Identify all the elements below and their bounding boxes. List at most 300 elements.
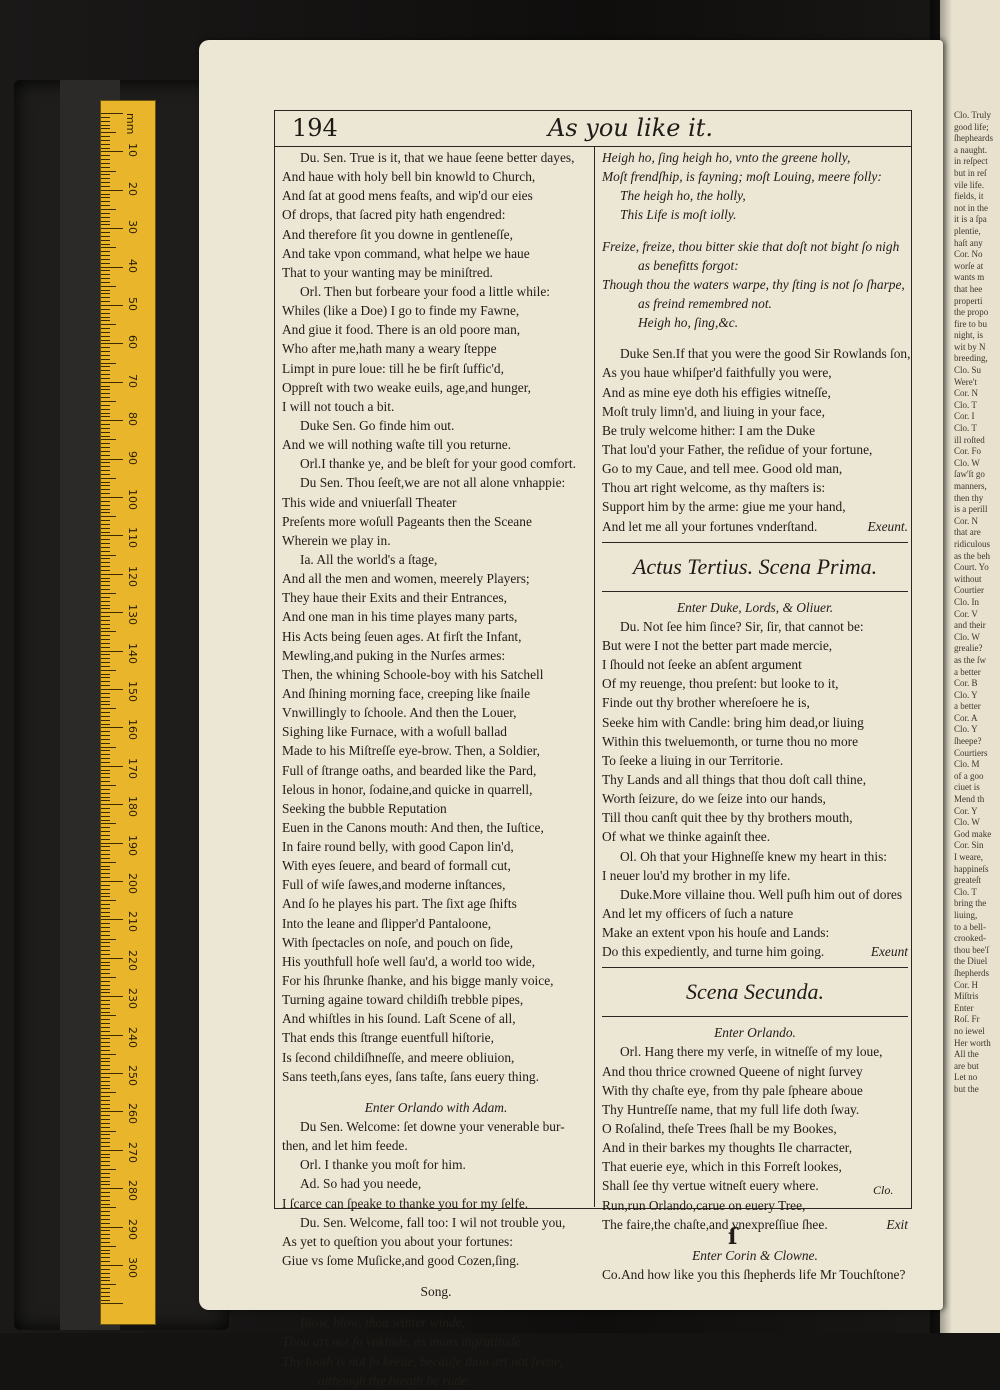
- ruler-tick: [101, 1192, 110, 1193]
- column-divider: [594, 147, 595, 1207]
- ruler-tick: [101, 555, 116, 556]
- ruler-tick: [101, 789, 110, 790]
- ruler-tick: [101, 881, 123, 882]
- ruler-tick: [101, 666, 110, 667]
- ruler-tick: [101, 628, 110, 629]
- facing-page-line: that are: [954, 527, 981, 538]
- ruler-tick: [101, 597, 110, 598]
- ruler-tick: [101, 1119, 110, 1120]
- facing-page-line: bring the: [954, 898, 987, 909]
- ruler-tick: [101, 658, 110, 659]
- ruler-tick: [101, 812, 110, 813]
- ruler-tick: [101, 459, 123, 460]
- facing-page-line: I weare,: [954, 852, 983, 862]
- ruler-tick: [101, 1257, 110, 1258]
- ruler-tick: [101, 539, 110, 540]
- facing-page-line: in reſpect: [954, 156, 988, 167]
- ruler-tick: [101, 827, 110, 828]
- exit-direction: Exeunt: [870, 944, 908, 960]
- facing-page-line: God make: [954, 828, 992, 839]
- text-line: Ia. All the world's a ſtage,: [300, 551, 438, 567]
- ruler-tick: [101, 1108, 110, 1109]
- facing-page-line: Clo. Su: [954, 365, 982, 376]
- facing-page-line: Clo. Y: [954, 689, 978, 700]
- ruler-tick: [101, 1169, 116, 1170]
- ruler-tick: [101, 885, 110, 886]
- text-line: Thou art not ſo vnkinde, as mans ingratitude: [282, 1334, 521, 1350]
- ruler-tick: [101, 697, 110, 698]
- ruler-tick: [101, 854, 110, 855]
- ruler-tick: [101, 428, 110, 429]
- text-line: I will not touch a bit.: [282, 398, 395, 414]
- ruler-tick: [101, 270, 110, 271]
- ruler-tick: [101, 1127, 110, 1128]
- ruler-tick: [101, 190, 123, 191]
- ruler-tick: [101, 581, 110, 582]
- ruler-label: 170: [126, 757, 139, 779]
- text-line: Enter Corin & Clowne.: [692, 1247, 818, 1263]
- text-line: And giue it food. There is an old poore man,: [282, 322, 521, 338]
- ruler-tick: [101, 1177, 110, 1178]
- ruler-label: 270: [126, 1141, 139, 1163]
- text-line: And take vpon command, what helpe we haue: [282, 245, 530, 261]
- ruler-tick: [101, 132, 116, 133]
- ruler-tick: [101, 309, 110, 310]
- ruler-unit-label: mm: [124, 113, 137, 135]
- text-line: Co.And how like you this ſhepherds life Mr Touchſtone?: [602, 1267, 906, 1283]
- ruler-tick: [101, 985, 110, 986]
- text-line: Is ſecond childiſhneſſe, and meere obliuion,: [282, 1049, 515, 1065]
- text-line: Of drops, that ſacred pity hath engendred:: [282, 207, 506, 223]
- text-line: [602, 332, 908, 344]
- ruler-tick: [101, 470, 110, 471]
- ruler-label: 80: [126, 412, 139, 427]
- ruler-tick: [101, 1111, 123, 1112]
- ruler-tick: [101, 766, 123, 767]
- ruler-tick: [101, 274, 110, 275]
- text-line: Ielous in honor, ſodaine,and quicke in quarrell,: [282, 781, 533, 797]
- ruler-tick: [101, 535, 123, 536]
- ruler-tick: [101, 912, 110, 913]
- ruler-tick: [101, 1146, 110, 1147]
- ruler-tick: [101, 631, 116, 632]
- ruler-tick: [101, 1123, 110, 1124]
- ruler-tick: [101, 232, 110, 233]
- ruler-tick: [101, 1154, 110, 1155]
- ruler-tick: [101, 197, 110, 198]
- ruler-tick: [101, 221, 110, 222]
- ruler-tick: [101, 685, 110, 686]
- ruler-tick: [101, 727, 123, 728]
- facing-page-line: without: [954, 573, 982, 584]
- ruler-tick: [101, 159, 110, 160]
- ruler-tick: [101, 624, 110, 625]
- ruler-tick: [101, 240, 110, 241]
- ruler-tick: [101, 1142, 110, 1143]
- ruler-tick: [101, 374, 110, 375]
- text-line: I ſcarce can ſpeake to thanke you for my ſelfe.: [282, 1195, 529, 1211]
- facing-page-line: Cor. A: [954, 712, 978, 723]
- text-line: His Acts being ſeuen ages. At firſt the Infant,: [282, 628, 522, 644]
- text-line: With eyes ſeuere, and beard of formall cut,: [282, 858, 511, 874]
- text-line: They haue their Exits and their Entrances,: [282, 590, 507, 606]
- ruler-tick: [101, 489, 110, 490]
- ruler-tick: [101, 1223, 110, 1224]
- ruler-tick: [101, 704, 110, 705]
- facing-page-line: Clo. W: [954, 631, 980, 642]
- ruler-tick: [101, 923, 110, 924]
- ruler-tick: [101, 1261, 110, 1262]
- facing-page-line: breeding,: [954, 353, 988, 364]
- exit-direction: Exeunt.: [867, 518, 908, 534]
- ruler-tick: [101, 228, 123, 229]
- facing-page-line: it is a ſpa: [954, 214, 987, 225]
- ruler-tick: [101, 278, 110, 279]
- ruler-label: 240: [126, 1026, 139, 1048]
- facing-page-line: the propo: [954, 307, 989, 318]
- ruler-tick: [101, 1227, 123, 1228]
- ruler-tick: [101, 862, 116, 863]
- facing-page-line: Clo. W: [954, 457, 980, 468]
- ruler-tick: [101, 866, 110, 867]
- text-line: Worth ſeizure, do we ſeize into our hands,: [602, 791, 826, 807]
- ruler-tick: [101, 420, 123, 421]
- ruler-tick: [101, 816, 110, 817]
- text-line: Till thou canſt quit thee by thy brothers mouth,: [602, 810, 853, 826]
- ruler-tick: [101, 462, 110, 463]
- ruler-label: 210: [126, 911, 139, 933]
- ruler-label: 230: [126, 988, 139, 1010]
- ruler-tick: [101, 1104, 110, 1105]
- act-heading: Actus Tertius. Scena Prima.: [632, 553, 878, 579]
- ruler-tick: [101, 793, 110, 794]
- ruler-tick: [101, 401, 116, 402]
- ruler-tick: [101, 1138, 110, 1139]
- facing-page-line: but the: [954, 1083, 979, 1094]
- text-line: Duke.More villaine thou. Well puſh him out of dores: [620, 886, 903, 902]
- text-line: Though thou the waters warpe, thy ſting is not ſo ſharpe,: [602, 276, 905, 292]
- ruler-tick: [101, 151, 123, 152]
- text-line: I neuer lou'd my brother in my life.: [602, 867, 791, 883]
- facing-page-line: good life;: [954, 121, 989, 132]
- facing-page-line: ſhepheards: [954, 133, 993, 144]
- text-line: I ſhould not ſeeke an abſent argument: [602, 657, 802, 673]
- catchword: Clo.: [873, 1183, 894, 1197]
- ruler-tick: [101, 317, 110, 318]
- text-line: Enter Duke, Lords, & Oliuer.: [676, 599, 834, 615]
- ruler-tick: [101, 973, 110, 974]
- ruler-tick: [101, 574, 123, 575]
- ruler-label: 220: [126, 949, 139, 971]
- ruler-tick: [101, 612, 123, 613]
- ruler-tick: [101, 873, 110, 874]
- facing-page-line: Cor. I: [954, 411, 975, 422]
- ruler-tick: [101, 155, 110, 156]
- facing-page-line: Clo. W: [954, 817, 980, 828]
- text-line: Enter Orlando with Adam.: [364, 1099, 508, 1115]
- text-line: Du Sen. Thou ſeeſt,we are not all alone vnhappie:: [300, 475, 566, 491]
- ruler-tick: [101, 1035, 123, 1036]
- ruler-tick: [101, 224, 110, 225]
- ruler-tick: [101, 558, 110, 559]
- section-rule: [602, 542, 908, 543]
- ruler-label: 60: [126, 335, 139, 350]
- ruler-tick: [101, 562, 110, 563]
- ruler-tick: [101, 608, 110, 609]
- ruler-tick: [101, 1004, 110, 1005]
- text-line: Blow, blow, thou winter winde,: [300, 1315, 466, 1331]
- ruler-tick: [101, 942, 110, 943]
- facing-page-line: no iewel: [954, 1025, 985, 1036]
- ruler-tick: [101, 954, 110, 955]
- ruler-tick: [101, 547, 110, 548]
- text-line: But were I not the better part made mercie,: [602, 637, 833, 653]
- ruler-tick: [101, 482, 110, 483]
- ruler-tick: [101, 1204, 110, 1205]
- ruler-tick: [101, 512, 110, 513]
- ruler-tick: [101, 1054, 116, 1055]
- ruler-tick: [101, 263, 110, 264]
- ruler-tick: [101, 946, 110, 947]
- text-line: Du. Not ſee him ſince? Sir, ſir, that cannot be:: [620, 618, 864, 634]
- running-head: As you like it.: [548, 114, 714, 142]
- ruler-tick: [101, 601, 110, 602]
- ruler-tick: [101, 797, 110, 798]
- ruler-label: 160: [126, 719, 139, 741]
- ruler-tick: [101, 935, 110, 936]
- ruler-tick: [101, 501, 110, 502]
- ruler-tick: [101, 969, 110, 970]
- ruler-tick: [101, 328, 110, 329]
- ruler-tick: [101, 1065, 110, 1066]
- text-line: And ſhining morning face, creeping like ſnaile: [282, 685, 531, 701]
- ruler-tick: [101, 712, 110, 713]
- ruler-tick: [101, 251, 110, 252]
- ruler-tick: [101, 416, 110, 417]
- section-rule: [602, 1016, 908, 1017]
- ruler-tick: [101, 681, 110, 682]
- ruler-tick: [101, 1092, 116, 1093]
- ruler-label: 150: [126, 681, 139, 702]
- text-line: Euen in the Canons mouth: And then, the Iuſtice,: [282, 819, 544, 835]
- facing-page-line: All the: [954, 1049, 979, 1060]
- text-line: Vnwillingly to ſchoole. And then the Louer,: [282, 705, 517, 721]
- text-line: Orl. Hang there my verſe, in witneſſe of my loue,: [620, 1044, 883, 1060]
- text-line: Finde out thy brother whereſoere he is,: [602, 695, 810, 711]
- ruler-tick: [101, 701, 110, 702]
- text-line: Of what we thinke againſt thee.: [602, 829, 771, 845]
- ruler-tick: [101, 389, 110, 390]
- facing-page-line: Clo. Truly: [954, 110, 992, 120]
- facing-page-line: ſaw'ſt go: [954, 469, 985, 480]
- text-line: This Life is moſt iolly.: [620, 207, 737, 223]
- facing-page-line: of a goo: [954, 770, 984, 781]
- ruler-tick: [101, 777, 110, 778]
- ruler-tick: [101, 893, 110, 894]
- text-line: Du Sen. Welcome: ſet downe your venerable bur-: [300, 1119, 565, 1135]
- ruler-tick: [101, 662, 110, 663]
- ruler-tick: [101, 1031, 110, 1032]
- facing-page-line: to a bell-: [954, 921, 986, 932]
- ruler-tick: [101, 747, 116, 748]
- ruler-tick: [101, 320, 110, 321]
- facing-page-line: is a perill: [954, 504, 988, 515]
- text-line: As you haue whiſper'd faithfully you were,: [602, 365, 832, 381]
- text-line: Go to my Caue, and tell mee. Good old man,: [602, 461, 843, 477]
- ruler-label: 110: [126, 527, 139, 549]
- ruler-tick: [101, 605, 110, 606]
- text-line: Duke Sen.If that you were the good Sir Rowlands ſon,: [620, 346, 911, 362]
- text-line: That to your wanting may be miniſtred.: [282, 264, 493, 280]
- ruler-tick: [101, 908, 110, 909]
- text-line: Moſt truly limn'd, and liuing in your face,: [602, 403, 825, 419]
- text-line: His youthfull hoſe well ſau'd, a world too wide,: [282, 953, 536, 969]
- ruler-tick: [101, 447, 110, 448]
- ruler-tick: [101, 735, 110, 736]
- header-rule: [274, 146, 912, 147]
- ruler-tick: [101, 916, 110, 917]
- text-line: Full of ſtrange oaths, and bearded like the Pard,: [282, 762, 537, 778]
- ruler-tick: [101, 1012, 110, 1013]
- ruler-label: 40: [126, 258, 139, 273]
- ruler-tick: [101, 1219, 110, 1220]
- ruler-tick: [101, 386, 110, 387]
- ruler-tick: [101, 247, 116, 248]
- text-line: Run,run Orlando,carue on euery Tree,: [602, 1197, 806, 1213]
- left-column: [282, 148, 590, 1390]
- facing-page-line: ſhepherds: [954, 967, 989, 978]
- ruler-tick: [101, 182, 110, 183]
- facing-page-line: crooked-: [954, 933, 986, 944]
- facing-page-line: Cor. H: [954, 979, 979, 990]
- ruler-tick: [101, 528, 110, 529]
- ruler-label: 100: [126, 489, 139, 510]
- ruler-tick: [101, 1269, 110, 1270]
- ruler-tick: [101, 1288, 110, 1289]
- text-line: And ſat at good mens feaſts, and wip'd our eies: [282, 188, 533, 204]
- ruler-tick: [101, 754, 110, 755]
- ruler-tick: [101, 820, 110, 821]
- facing-page-line: Clo. T: [954, 399, 977, 410]
- ruler-tick: [101, 977, 116, 978]
- facing-page-line: Cor. V: [954, 608, 978, 619]
- facing-page-line: ſheepe?: [954, 736, 982, 747]
- ruler-tick: [101, 647, 110, 648]
- ruler-tick: [101, 731, 110, 732]
- ruler-tick: [101, 800, 110, 801]
- ruler-tick: [101, 186, 110, 187]
- scene-heading: Scena Secunda.: [685, 979, 825, 1005]
- ruler-label: 250: [126, 1065, 139, 1086]
- facing-page-line: Cor. N: [954, 388, 979, 399]
- ruler-tick: [101, 405, 110, 406]
- ruler-tick: [101, 1200, 110, 1201]
- facing-page-line: wit by N: [954, 341, 986, 352]
- ruler-tick: [101, 1058, 110, 1059]
- text-line: Heigh ho, ſing,&c.: [638, 315, 739, 331]
- ruler-tick: [101, 340, 110, 341]
- ruler-tick: [101, 244, 110, 245]
- ruler-tick: [101, 950, 110, 951]
- ruler-tick: [101, 290, 110, 291]
- ruler-label: 200: [126, 873, 139, 894]
- ruler-tick: [101, 1061, 110, 1062]
- text-line: Song.: [420, 1284, 452, 1300]
- ruler-tick: [101, 128, 110, 129]
- text-line: And thou thrice crowned Queene of night ſurvey: [602, 1063, 863, 1079]
- ruler-tick: [101, 900, 116, 901]
- ruler-tick: [101, 393, 110, 394]
- facing-page-line: Clo. Y: [954, 724, 978, 735]
- ruler-tick: [101, 808, 110, 809]
- ruler-label: 180: [126, 796, 139, 818]
- ruler-tick: [101, 1296, 110, 1297]
- ruler-tick: [101, 493, 110, 494]
- facing-page-line: as the ſw: [954, 654, 986, 665]
- ruler-tick: [101, 677, 110, 678]
- measuring-ruler: [100, 100, 156, 1325]
- text-line: Thy Lands and all things that thou doſt call thine,: [602, 771, 867, 787]
- ruler-tick: [101, 939, 116, 940]
- ruler-tick: [101, 1292, 110, 1293]
- facing-page-line: ridiculous: [954, 538, 990, 549]
- facing-page-line: Clo. T: [954, 423, 977, 434]
- ruler-tick: [101, 762, 110, 763]
- ruler-tick: [101, 167, 110, 168]
- ruler-label: 140: [126, 642, 139, 664]
- ruler-tick: [101, 1184, 110, 1185]
- ruler-tick: [101, 1265, 123, 1266]
- facing-page-line: Cor. B: [954, 678, 978, 689]
- text-line: Sans teeth,ſans eyes, ſans taſte, ſans euery thing.: [282, 1068, 539, 1084]
- ruler-tick: [101, 1181, 110, 1182]
- text-line: Freize, freize, thou bitter skie that doſt not bight ſo nigh: [602, 238, 900, 254]
- text-line: Duke Sen. Go finde him out.: [300, 417, 455, 433]
- facing-page-line: a better: [954, 701, 981, 712]
- facing-page-line: properti: [954, 295, 983, 306]
- ruler-tick: [101, 1038, 110, 1039]
- ruler-tick: [101, 1046, 110, 1047]
- facing-page-text: [954, 110, 998, 1310]
- text-line: [602, 1234, 908, 1246]
- facing-page-line: Clo. T: [954, 886, 977, 897]
- ruler-tick: [101, 259, 110, 260]
- ruler-tick: [101, 1230, 110, 1231]
- ruler-tick: [101, 201, 110, 202]
- ruler-tick: [101, 823, 116, 824]
- ruler-tick: [101, 439, 116, 440]
- ruler-tick: [101, 743, 110, 744]
- facing-page-line: Clo. In: [954, 596, 980, 607]
- text-line: Du. Sen. Welcome, fall too: I wil not trouble you,: [300, 1214, 566, 1230]
- ruler-tick: [101, 1157, 110, 1158]
- ruler-tick: [101, 347, 110, 348]
- ruler-tick: [101, 1273, 110, 1274]
- text-line: Thy Huntreſſe name, that my full life doth ſway.: [602, 1101, 860, 1117]
- ruler-tick: [101, 413, 110, 414]
- ruler-tick: [101, 148, 110, 149]
- ruler-tick: [101, 585, 110, 586]
- text-line: Turning againe toward childiſh trebble pipes,: [282, 992, 524, 1008]
- ruler-tick: [101, 992, 110, 993]
- ruler-tick: [101, 1150, 123, 1151]
- ruler-label: 70: [126, 373, 139, 388]
- text-line: And one man in his time playes many parts,: [282, 609, 518, 625]
- text-line: With thy chaſte eye, from thy pale ſpheare aboue: [602, 1082, 863, 1098]
- ruler-tick: [101, 958, 123, 959]
- text-line: Be truly welcome hither: I am the Duke: [602, 422, 816, 438]
- ruler-tick: [101, 466, 110, 467]
